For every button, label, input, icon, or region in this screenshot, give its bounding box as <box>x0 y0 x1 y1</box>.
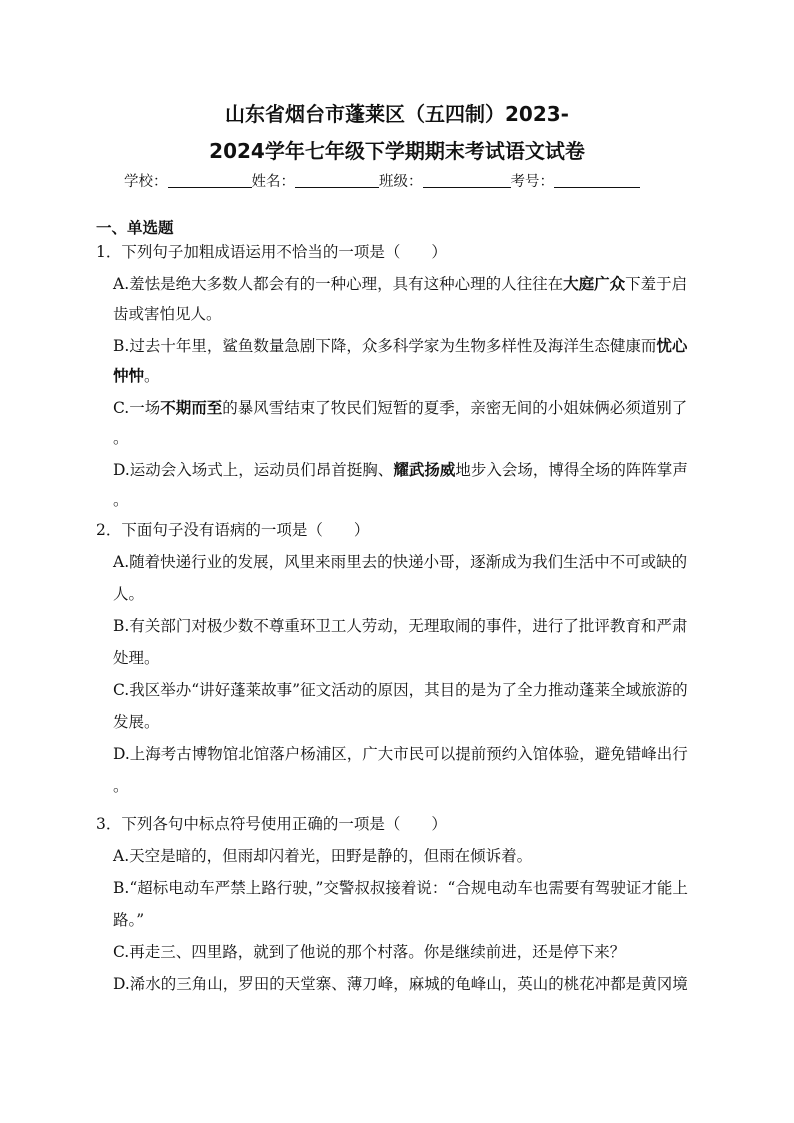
question-2-option-d-cont: 。 <box>113 777 129 795</box>
name-blank[interactable] <box>295 173 379 188</box>
bold-idiom: 忧心 <box>656 336 688 355</box>
page-title-line-2: 2024学年七年级下学期期末考试语文试卷 <box>209 139 585 163</box>
option-text: A.羞怯是绝大多数人都会有的一种心理，具有这种心理的人往往在 <box>113 275 564 293</box>
question-1-option-c-cont: 。 <box>113 429 129 447</box>
question-1-option-d <box>113 458 688 480</box>
option-text: B.过去十年里，鲨鱼数量急剧下降，众多科学家为生物多样性及海洋生态健康而 <box>113 337 657 355</box>
page-title-line-1: 山东省烟台市蓬莱区（五四制）2023- <box>225 102 569 126</box>
option-text: C.一场 <box>113 399 161 417</box>
bold-idiom: 耀武扬威 <box>393 460 456 479</box>
question-1-stem: 1．下列句子加粗成语运用不恰当的一项是（ ） <box>96 243 447 261</box>
option-text: 地步入会场，博得全场的阵阵掌声 <box>455 461 688 479</box>
question-1-option-d-cont: 。 <box>113 491 129 509</box>
question-3-option-d: D.浠水的三角山，罗田的天堂寨、薄刀峰，麻城的龟峰山，英山的桃花冲都是黄冈境 <box>113 975 688 993</box>
question-3-option-c: C.再走三、四里路，就到了他说的那个村落。你是继续前进，还是停下来？ <box>113 943 626 961</box>
section-heading: 一、单选题 <box>96 219 174 237</box>
school-blank[interactable] <box>168 173 252 188</box>
question-3-option-b-cont: 路。” <box>113 911 145 929</box>
question-2-stem: 2．下面句子没有语病的一项是（ ） <box>96 521 370 539</box>
option-text: 下羞于启 <box>625 275 688 293</box>
school-label: 学校： <box>124 174 168 190</box>
question-2-option-a-cont: 人。 <box>113 585 145 603</box>
number-blank[interactable] <box>554 173 640 188</box>
bold-idiom: 不期而至 <box>160 398 223 417</box>
bold-idiom: 忡忡 <box>113 366 145 385</box>
class-label: 班级： <box>379 174 423 190</box>
bold-idiom: 大庭广众 <box>563 274 626 293</box>
question-1-option-a <box>113 272 687 294</box>
question-2-option-d: D.上海考古博物馆北馆落户杨浦区，广大市民可以提前预约入馆体验，避免错峰出行 <box>113 745 688 763</box>
question-1-option-a-cont: 齿或害怕见人。 <box>113 305 222 323</box>
number-label: 考号： <box>510 174 554 190</box>
question-2-option-b-cont: 处理。 <box>113 649 160 667</box>
option-text: 的暴风雪结束了牧民们短暂的夏季，亲密无间的小姐妹俩必须道别了 <box>222 399 688 417</box>
question-2-option-c-cont: 发展。 <box>113 713 160 731</box>
question-3-option-a: A.天空是暗的，但雨却闪着光，田野是静的，但雨在倾诉着。 <box>113 847 533 865</box>
class-blank[interactable] <box>423 173 511 188</box>
question-3-stem: 3．下列各句中标点符号使用正确的一项是（ ） <box>96 815 447 833</box>
student-info-row <box>124 170 640 191</box>
question-3-option-b: B.“超标电动车严禁上路行驶，”交警叔叔接着说：“合规电动车也需要有驾驶证才能上 <box>113 879 688 897</box>
question-1-option-b <box>113 334 687 356</box>
question-2-option-a: A.随着快递行业的发展，风里来雨里去的快递小哥，逐渐成为我们生活中不可或缺的 <box>113 553 688 571</box>
option-text: 。 <box>144 367 160 385</box>
question-2-option-c: C.我区举办“讲好蓬莱故事”征文活动的原因，其目的是为了全力推动蓬莱全域旅游的 <box>113 681 688 699</box>
question-1-option-b-cont <box>113 364 160 386</box>
question-2-option-b: B.有关部门对极少数不尊重环卫工人劳动，无理取闹的事件，进行了批评教育和严肃 <box>113 617 688 635</box>
name-label: 姓名： <box>251 174 295 190</box>
question-1-option-c <box>113 396 687 418</box>
option-text: D.运动会入场式上，运动员们昂首挺胸、 <box>113 461 394 479</box>
